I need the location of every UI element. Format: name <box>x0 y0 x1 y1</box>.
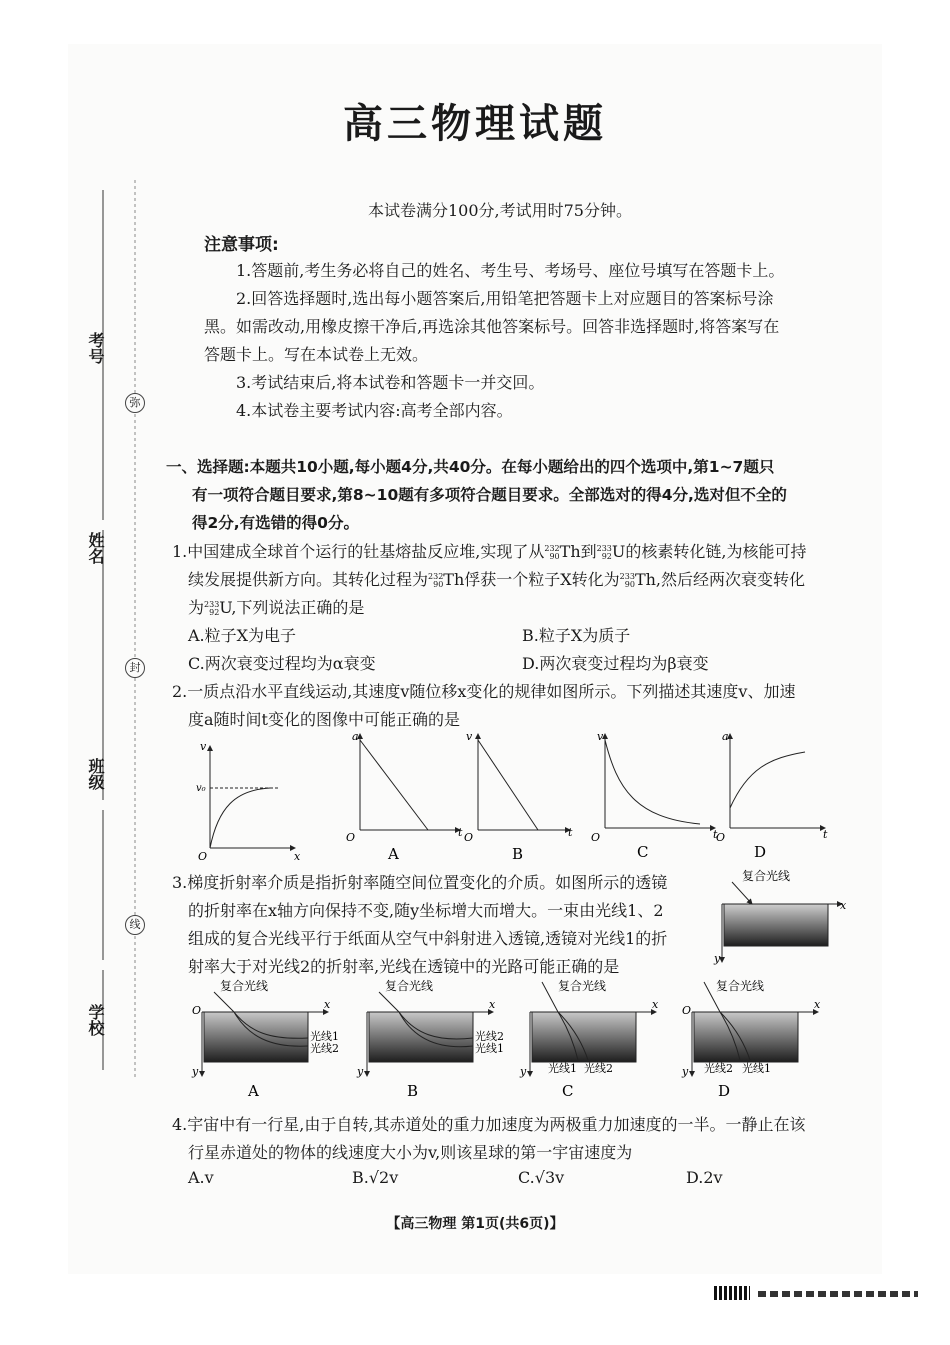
graph-c <box>591 730 718 861</box>
svg-text:a: a <box>722 730 729 743</box>
svg-text:t: t <box>458 826 463 839</box>
svg-text:y: y <box>520 1065 527 1078</box>
graph-main-x: x <box>294 850 301 863</box>
svg-text:a: a <box>352 730 359 743</box>
svg-text:y: y <box>192 1065 199 1078</box>
svg-text:光线2: 光线2 <box>584 1062 613 1075</box>
q4-option-c: C.√3v <box>518 1168 565 1187</box>
q4-option-a: A.v <box>188 1168 214 1187</box>
q4-line-2: 行星赤道处的物体的线速度大小为v,则该星球的第一宇宙速度为 <box>188 1143 633 1162</box>
q4-line-1: 4.宇宙中有一行星,由于自转,其赤道处的重力加速度为两极重力加速度的一半。一静止在该 <box>172 1115 806 1134</box>
banji-label: 班级 <box>86 758 105 790</box>
q3-figure-c <box>519 978 659 1100</box>
svg-text:O: O <box>192 1004 202 1017</box>
isotope-th233: 233 90 <box>619 571 635 589</box>
graph-d <box>716 730 828 861</box>
svg-text:光线1: 光线1 <box>548 1062 577 1075</box>
q3-lens-figure <box>712 864 852 968</box>
notice-line-2a: 2.回答选择题时,选出每小题答案后,用铅笔把答题卡上对应题目的答案标号涂 <box>236 289 774 308</box>
graph-main-o: O <box>198 850 208 863</box>
notice-line-2b: 黑。如需改动,用橡皮擦干净后,再选涂其他答案标号。回答非选择题时,将答案写在 <box>204 317 780 336</box>
svg-text:复合光线: 复合光线 <box>558 979 607 993</box>
q1-line-3: 为233 92U,下列说法正确的是 <box>188 598 365 617</box>
svg-text:C: C <box>637 843 649 861</box>
svg-text:x: x <box>489 998 496 1011</box>
graph-main-y: v <box>200 740 207 753</box>
svg-text:光线1: 光线1 <box>310 1030 339 1043</box>
svg-text:x: x <box>814 998 821 1011</box>
svg-text:复合光线: 复合光线 <box>385 979 434 993</box>
svg-text:光线2: 光线2 <box>704 1062 733 1075</box>
exam-title: 高三物理试题 <box>343 101 607 147</box>
page-footer: 【高三物理 第1页(共6页)】 <box>386 1216 564 1232</box>
svg-text:O: O <box>464 831 474 844</box>
isotope-th232: 232 90 <box>428 571 444 589</box>
svg-text:B: B <box>407 1082 419 1100</box>
section1-line-2: 有一项符合题目要求,第8~10题有多项符合题目要求。全部选对的得4分,选对但不全的 <box>192 486 787 504</box>
svg-text:D: D <box>754 843 767 861</box>
q2-line-2: 度a随时间t变化的图像中可能正确的是 <box>188 710 460 729</box>
svg-text:O: O <box>682 1004 692 1017</box>
qr-code-icon <box>714 1286 750 1300</box>
svg-text:v: v <box>597 730 604 743</box>
svg-text:y: y <box>714 952 721 965</box>
svg-text:B: B <box>512 845 524 863</box>
q1-option-d: D.两次衰变过程均为β衰变 <box>522 654 709 673</box>
svg-text:x: x <box>652 998 659 1011</box>
xuexiao-label: 学校 <box>86 1004 105 1036</box>
svg-text:A: A <box>388 845 399 863</box>
q3-figure-a <box>191 978 339 1100</box>
q4-option-d: D.2v <box>686 1168 723 1187</box>
svg-text:D: D <box>718 1082 731 1100</box>
svg-text:x: x <box>324 998 331 1011</box>
seal-feng: 封 <box>125 658 145 678</box>
svg-text:t: t <box>713 828 718 841</box>
q4-option-b: B.√2v <box>352 1168 399 1187</box>
q2-line-1: 2.一质点沿水平直线运动,其速度v随位移x变化的规律如图所示。下列描述其速度v、加速 <box>172 682 796 701</box>
svg-text:光线1: 光线1 <box>475 1042 504 1055</box>
xingming-label: 姓名 <box>86 532 105 564</box>
q1-line-2: 续发展提供新方向。其转化过程为232 90Th俘获一个粒子X转化为233 90Th,然后经两次衰变转化 <box>188 570 806 589</box>
svg-text:v: v <box>466 730 473 743</box>
svg-text:t: t <box>823 828 828 841</box>
q3-figure-b <box>356 978 504 1100</box>
svg-text:t: t <box>568 826 573 839</box>
q3-line-2: 的折射率在x轴方向保持不变,随y坐标增大而增大。一束由光线1、2 <box>188 901 664 920</box>
section1-line-3: 得2分,有选错的得0分。 <box>192 514 359 532</box>
q1-option-a: A.粒子X为电子 <box>188 626 297 645</box>
seal-mi: 弥 <box>125 393 145 413</box>
q1-option-b: B.粒子X为质子 <box>522 626 631 645</box>
q3-option-figures <box>190 976 830 1104</box>
svg-text:C: C <box>562 1082 574 1100</box>
q1-line-1: 1.中国建成全球首个运行的钍基熔盐反应堆,实现了从232 90Th到233 92U的核素转化链,为核能可持 <box>172 542 807 561</box>
graph-main-v0: v₀ <box>196 783 206 794</box>
q2-graphs <box>190 728 830 863</box>
svg-text:x: x <box>840 899 847 912</box>
svg-text:O: O <box>591 831 601 844</box>
watermark-smudge <box>758 1291 918 1297</box>
isotope-th232: 232 90 <box>544 543 560 561</box>
notice-heading: 注意事项: <box>204 235 279 255</box>
svg-text:光线2: 光线2 <box>310 1042 339 1055</box>
q3-line-1: 3.梯度折射率介质是指折射率随空间位置变化的介质。如图所示的透镜 <box>172 873 668 892</box>
graph-v-x <box>196 740 301 863</box>
q3-line-4: 射率大于对光线2的折射率,光线在透镜中的光路可能正确的是 <box>188 957 620 976</box>
notice-line-4: 4.本试卷主要考试内容:高考全部内容。 <box>236 401 513 420</box>
kaohao-label: 考号 <box>86 332 105 364</box>
notice-line-1: 1.答题前,考生务必将自己的姓名、考生号、考场号、座位号填写在答题卡上。 <box>236 261 785 280</box>
binding-margin <box>60 180 160 1080</box>
seal-xian: 线 <box>125 915 145 935</box>
svg-text:O: O <box>346 831 356 844</box>
svg-text:光线2: 光线2 <box>475 1030 504 1043</box>
graph-b <box>464 730 573 863</box>
svg-text:y: y <box>357 1065 364 1078</box>
svg-text:光线1: 光线1 <box>742 1062 771 1075</box>
q1-option-c: C.两次衰变过程均为α衰变 <box>188 654 376 673</box>
section1-line-1: 一、选择题:本题共10小题,每小题4分,共40分。在每小题给出的四个选项中,第1~7题只 <box>166 458 775 476</box>
svg-text:复合光线: 复合光线 <box>742 869 791 883</box>
svg-text:O: O <box>716 831 726 844</box>
isotope-u233: 233 92 <box>596 543 612 561</box>
q3-figure-d <box>681 978 821 1100</box>
svg-text:y: y <box>682 1065 689 1078</box>
q3-line-3: 组成的复合光线平行于纸面从空气中斜射进入透镜,透镜对光线1的折 <box>188 929 668 948</box>
exam-intro: 本试卷满分100分,考试用时75分钟。 <box>368 201 632 220</box>
notice-line-2c: 答题卡上。写在本试卷上无效。 <box>204 345 429 364</box>
svg-text:复合光线: 复合光线 <box>716 979 765 993</box>
svg-text:复合光线: 复合光线 <box>220 979 269 993</box>
graph-a <box>346 730 463 863</box>
svg-text:A: A <box>248 1082 259 1100</box>
notice-line-3: 3.考试结束后,将本试卷和答题卡一并交回。 <box>236 373 545 392</box>
isotope-u233: 233 92 <box>204 599 220 617</box>
